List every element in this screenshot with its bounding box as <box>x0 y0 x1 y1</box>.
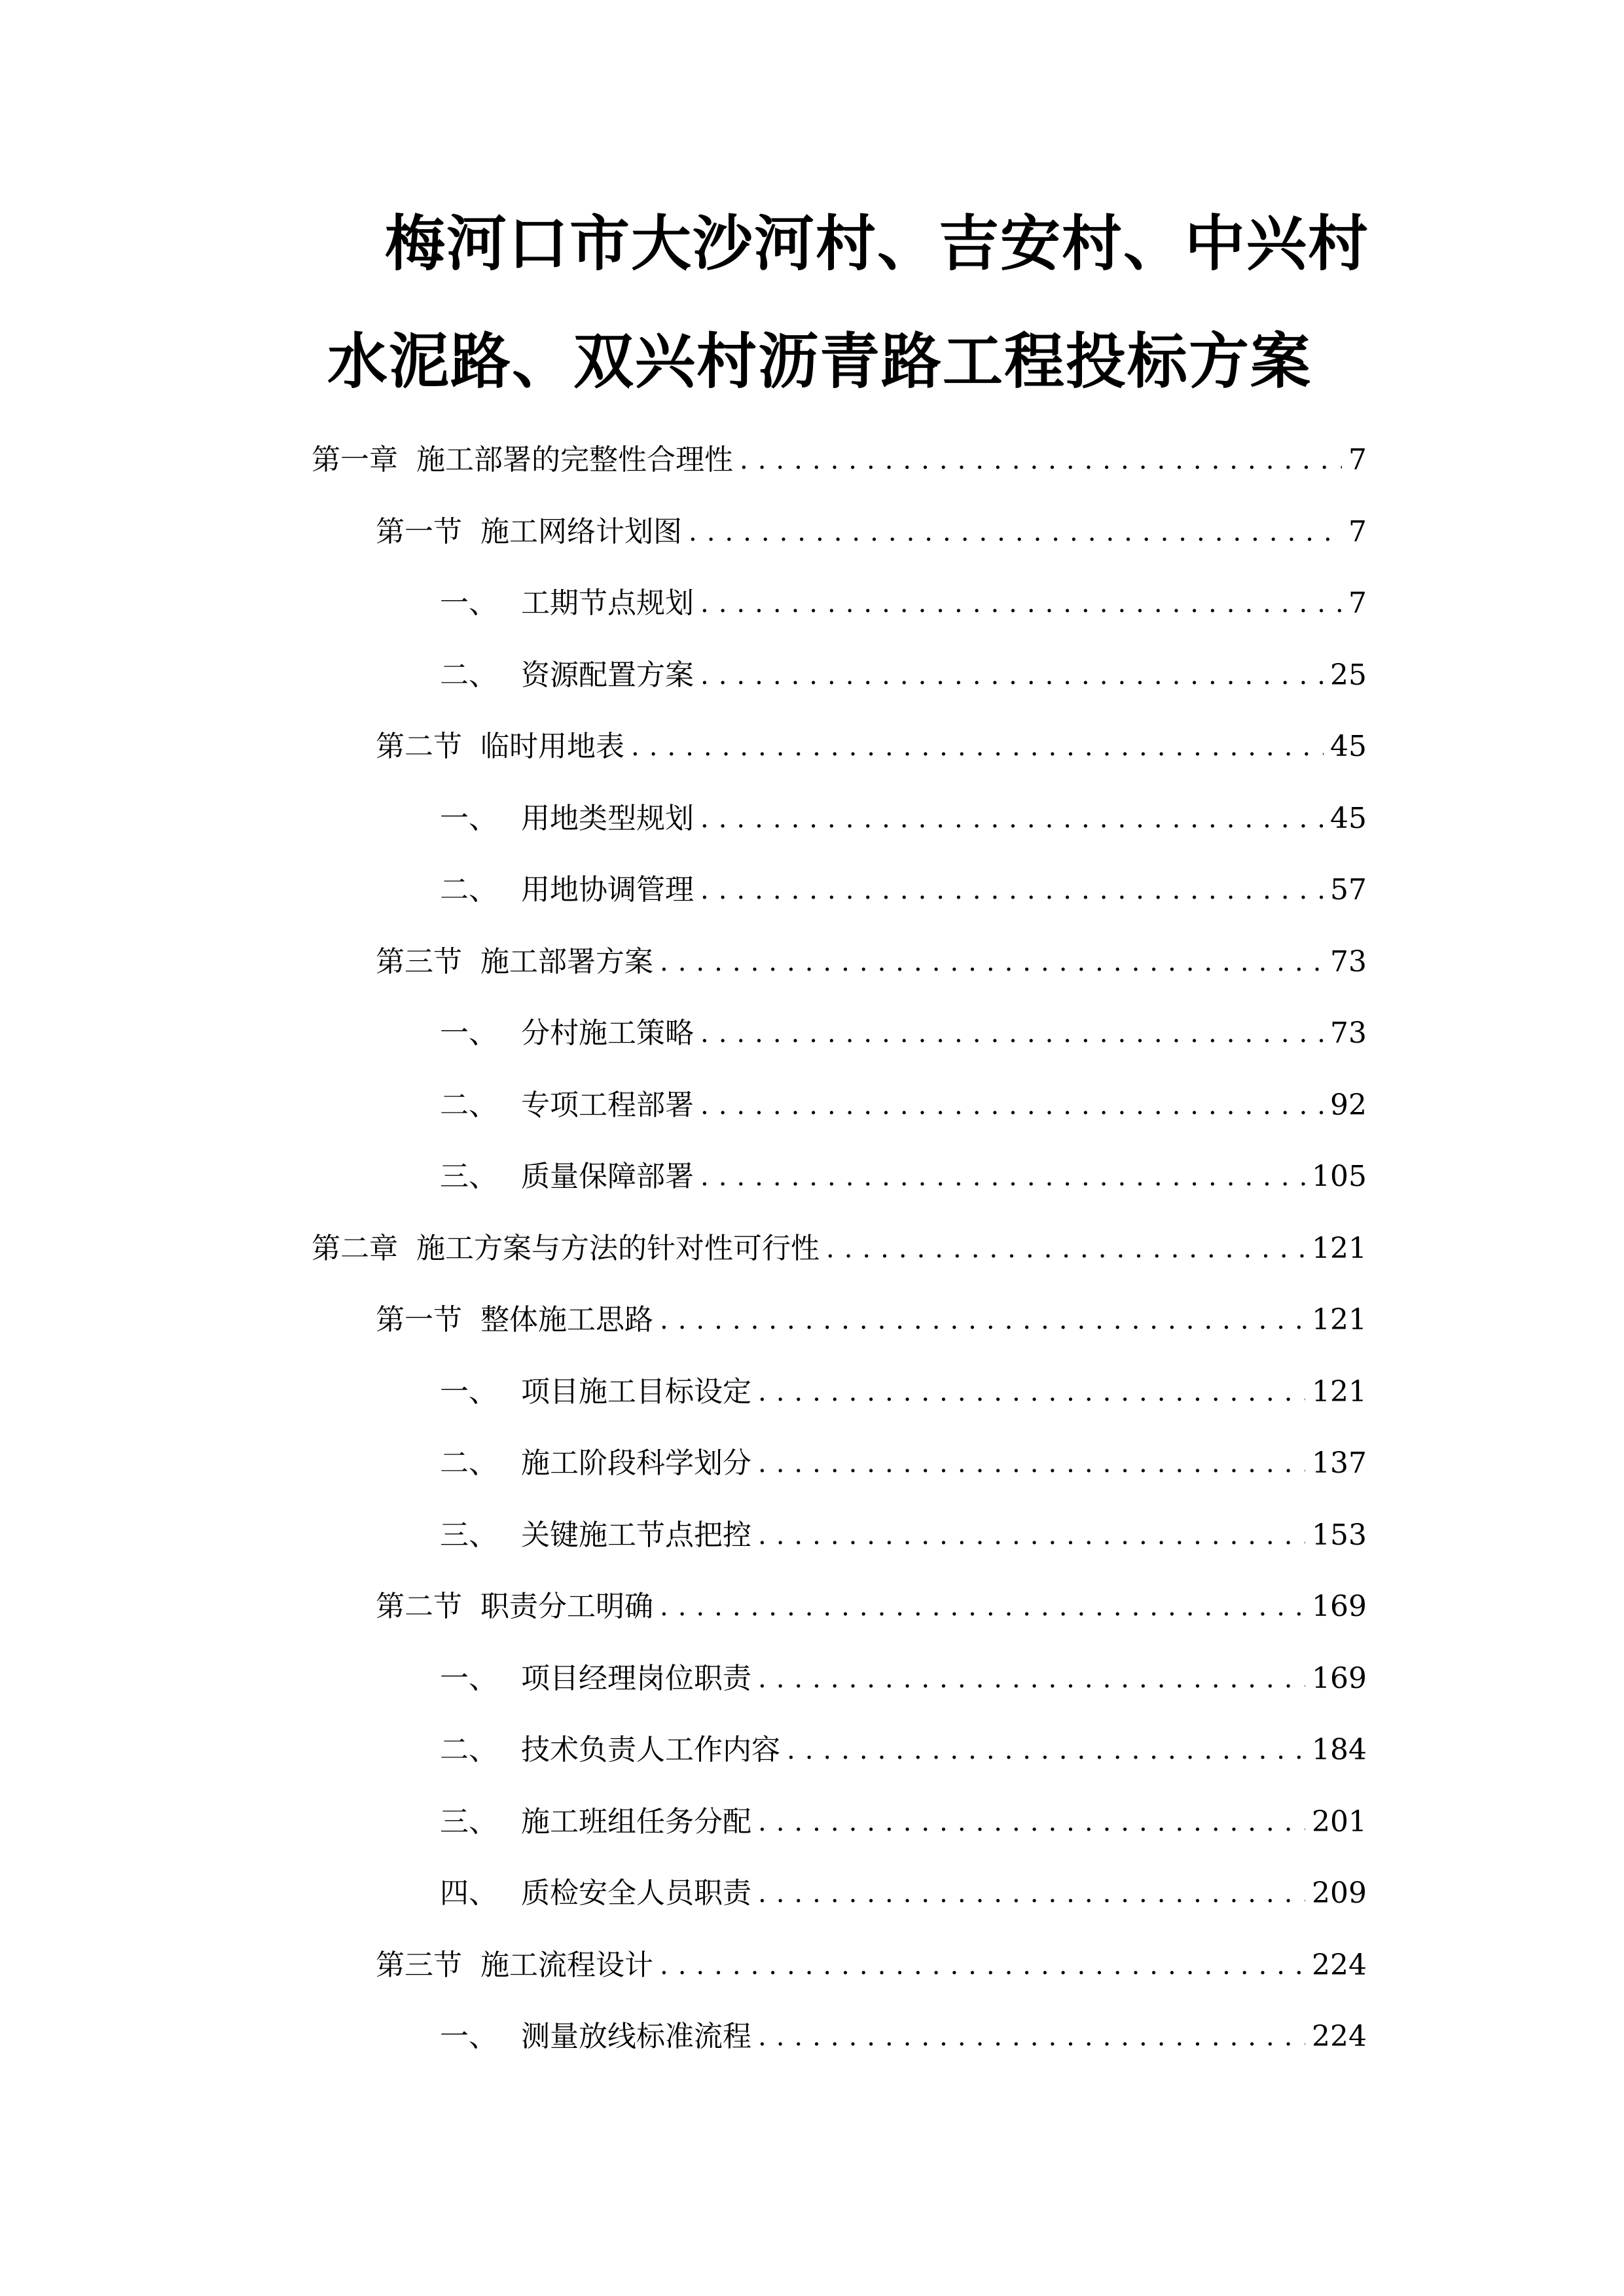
toc-entry-number: 第一章 <box>312 443 398 476</box>
toc-entry-page-number: 169 <box>1312 1662 1367 1695</box>
toc-entry-title: 分村施工策略 <box>521 1016 694 1050</box>
toc-entry[interactable] <box>376 1297 1367 1343</box>
toc-entry-number: 第二章 <box>312 1232 398 1265</box>
toc-entry-title: 临时用地表 <box>480 730 624 763</box>
toc-entry-page-number: 169 <box>1312 1590 1367 1623</box>
toc-entry-page-number: 121 <box>1312 1232 1367 1265</box>
toc-dot-leader <box>758 1441 1305 1486</box>
toc-dot-leader <box>758 1871 1305 1916</box>
toc-entry-number: 二、 <box>440 658 497 692</box>
toc-entry-title: 关键施工节点把控 <box>521 1518 751 1552</box>
toc-entry-page-number: 224 <box>1312 1948 1367 1982</box>
toc-entry[interactable] <box>440 1154 1367 1200</box>
toc-entry-title: 用地协调管理 <box>521 873 694 906</box>
toc-entry[interactable] <box>440 1441 1367 1486</box>
toc-entry-page-number: 57 <box>1330 873 1367 906</box>
toc-dot-leader <box>758 1799 1305 1845</box>
toc-entry[interactable] <box>312 437 1367 483</box>
toc-entry[interactable] <box>376 939 1367 985</box>
toc-entry-page-number: 105 <box>1312 1160 1367 1193</box>
toc-entry-page-number: 45 <box>1330 730 1367 763</box>
toc-entry-number: 二、 <box>440 1446 497 1480</box>
toc-entry-page-number: 153 <box>1312 1518 1367 1552</box>
toc-dot-leader <box>700 581 1342 626</box>
toc-entry-title: 测量放线标准流程 <box>521 2020 751 2053</box>
toc-entry-number: 第二节 <box>376 1590 462 1623</box>
toc-entry-page-number: 224 <box>1312 2020 1367 2053</box>
toc-entry-number: 第一节 <box>376 1303 462 1336</box>
toc-entry-title: 整体施工思路 <box>480 1303 653 1336</box>
toc-entry-title: 施工班组任务分配 <box>521 1805 751 1839</box>
toc-entry-number: 三、 <box>440 1518 497 1552</box>
toc-entry-number: 一、 <box>440 2020 497 2053</box>
toc-entry-page-number: 7 <box>1348 586 1367 620</box>
toc-dot-leader <box>700 653 1324 698</box>
toc-entry-number: 一、 <box>440 802 497 835</box>
toc-dot-leader <box>758 1369 1305 1415</box>
toc-dot-leader <box>758 1513 1305 1558</box>
toc-entry-page-number: 184 <box>1312 1733 1367 1767</box>
toc-entry-title: 施工部署方案 <box>480 945 653 978</box>
toc-dot-leader <box>660 1584 1305 1630</box>
toc-entry-page-number: 7 <box>1348 515 1367 548</box>
toc-entry[interactable] <box>440 2014 1367 2060</box>
toc-entry[interactable] <box>376 724 1367 770</box>
toc-entry-number: 一、 <box>440 586 497 620</box>
toc-dot-leader <box>700 1011 1324 1056</box>
toc-entry-page-number: 73 <box>1330 1016 1367 1050</box>
toc-entry[interactable] <box>440 1513 1367 1558</box>
toc-entry-number: 二、 <box>440 1733 497 1767</box>
toc-entry-number: 二、 <box>440 873 497 906</box>
toc-dot-leader <box>660 1943 1305 1988</box>
toc-dot-leader <box>700 1154 1305 1200</box>
toc-entry-page-number: 121 <box>1312 1303 1367 1336</box>
toc-entry[interactable] <box>440 1369 1367 1415</box>
toc-entry-title: 资源配置方案 <box>521 658 694 692</box>
toc-dot-leader <box>758 1656 1305 1702</box>
toc-dot-leader <box>660 1297 1305 1343</box>
toc-entry-page-number: 73 <box>1330 945 1367 978</box>
toc-dot-leader <box>700 867 1324 913</box>
toc-entry-title: 施工阶段科学划分 <box>521 1446 751 1480</box>
toc-entry-title: 技术负责人工作内容 <box>521 1733 780 1767</box>
toc-entry-number: 第三节 <box>376 1948 462 1982</box>
toc-dot-leader <box>787 1727 1305 1773</box>
toc-entry-number: 三、 <box>440 1805 497 1839</box>
toc-dot-leader <box>740 437 1342 483</box>
toc-entry-number: 第一节 <box>376 515 462 548</box>
toc-entry-number: 第二节 <box>376 730 462 763</box>
toc-entry-title: 施工部署的完整性合理性 <box>416 443 733 476</box>
toc-entry-title: 质量保障部署 <box>521 1160 694 1193</box>
toc-entry-title: 质检安全人员职责 <box>521 1876 751 1910</box>
toc-entry[interactable] <box>376 1943 1367 1988</box>
toc-entry-title: 施工网络计划图 <box>480 515 682 548</box>
toc-entry-number: 四、 <box>440 1876 497 1910</box>
toc-entry-page-number: 92 <box>1330 1088 1367 1122</box>
toc-entry[interactable] <box>440 1871 1367 1916</box>
toc-entry[interactable] <box>440 581 1367 626</box>
toc-entry-title: 项目经理岗位职责 <box>521 1662 751 1695</box>
toc-entry-number: 三、 <box>440 1160 497 1193</box>
toc-entry[interactable] <box>440 653 1367 698</box>
toc-entry-title: 用地类型规划 <box>521 802 694 835</box>
toc-dot-leader <box>758 2014 1305 2060</box>
toc-entry[interactable] <box>440 1727 1367 1773</box>
toc-dot-leader <box>700 1083 1324 1128</box>
document-title-line-1: 梅河口市大沙河村、吉安村、中兴村 <box>385 209 1370 279</box>
toc-entry[interactable] <box>440 1656 1367 1702</box>
toc-entry[interactable] <box>376 509 1367 555</box>
toc-dot-leader <box>631 724 1324 770</box>
toc-entry-title: 工期节点规划 <box>521 586 694 620</box>
toc-entry[interactable] <box>312 1226 1367 1272</box>
toc-entry[interactable] <box>440 796 1367 842</box>
toc-entry-title: 职责分工明确 <box>480 1590 653 1623</box>
toc-entry[interactable] <box>440 1083 1367 1128</box>
toc-entry[interactable] <box>440 1799 1367 1845</box>
toc-entry-page-number: 209 <box>1312 1876 1367 1910</box>
toc-entry-title: 专项工程部署 <box>521 1088 694 1122</box>
toc-entry[interactable] <box>440 867 1367 913</box>
toc-entry-page-number: 137 <box>1312 1446 1367 1480</box>
toc-entry[interactable] <box>376 1584 1367 1630</box>
toc-entry-number: 一、 <box>440 1662 497 1695</box>
toc-entry-page-number: 7 <box>1348 443 1367 476</box>
toc-entry-title: 施工方案与方法的针对性可行性 <box>416 1232 820 1265</box>
toc-dot-leader <box>826 1226 1305 1272</box>
toc-entry-title: 施工流程设计 <box>480 1948 653 1982</box>
toc-entry-page-number: 121 <box>1312 1375 1367 1408</box>
document-title-line-2: 水泥路、双兴村沥青路工程投标方案 <box>327 327 1312 397</box>
toc-entry-number: 一、 <box>440 1016 497 1050</box>
toc-entry-title: 项目施工目标设定 <box>521 1375 751 1408</box>
toc-dot-leader <box>689 509 1342 555</box>
toc-dot-leader <box>700 796 1324 842</box>
toc-entry-page-number: 25 <box>1330 658 1367 692</box>
toc-entry-page-number: 201 <box>1312 1805 1367 1839</box>
toc-entry-number: 一、 <box>440 1375 497 1408</box>
toc-entry-page-number: 45 <box>1330 802 1367 835</box>
toc-entry-number: 第三节 <box>376 945 462 978</box>
toc-entry[interactable] <box>440 1011 1367 1056</box>
toc-dot-leader <box>660 939 1324 985</box>
toc-entry-number: 二、 <box>440 1088 497 1122</box>
